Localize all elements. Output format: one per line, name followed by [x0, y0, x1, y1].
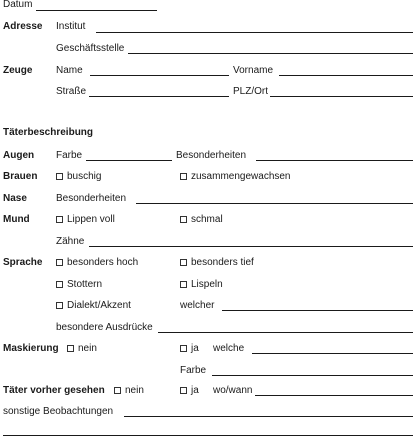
stottern-label: Stottern — [67, 279, 103, 290]
maskierung-farbe-field[interactable] — [212, 375, 413, 376]
lispeln-label: Lispeln — [191, 279, 223, 290]
zaehne-field[interactable] — [89, 246, 413, 247]
schmal-checkbox[interactable] — [180, 216, 187, 223]
institut-label: Institut — [56, 21, 86, 32]
dialekt-akzent-checkbox[interactable] — [56, 302, 63, 309]
besonders-hoch-checkbox[interactable] — [56, 259, 63, 266]
besonders-hoch-label: besonders hoch — [67, 257, 139, 268]
plz-ort-field[interactable] — [270, 96, 413, 97]
augen-farbe-field[interactable] — [86, 160, 172, 161]
institut-field[interactable] — [96, 32, 413, 33]
maskierung-ja-checkbox[interactable] — [180, 345, 187, 352]
name-label: Name — [56, 65, 83, 76]
welcher-field[interactable] — [222, 310, 413, 311]
augen-besonderheiten-field[interactable] — [256, 160, 413, 161]
nase-besonderheiten-label: Besonderheiten — [56, 193, 127, 204]
nase-label: Nase — [3, 193, 27, 204]
welche-label: welche — [213, 343, 245, 354]
plz-ort-label: PLZ/Ort — [233, 86, 269, 97]
augen-label: Augen — [3, 150, 35, 161]
datum-field[interactable] — [36, 10, 157, 11]
adresse-label: Adresse — [3, 21, 43, 32]
sonstige-beobachtungen-field[interactable] — [124, 416, 413, 417]
besonders-tief-label: besonders tief — [191, 257, 254, 268]
geschaeftsstelle-field[interactable] — [128, 53, 413, 54]
buschig-label: buschig — [67, 171, 102, 182]
sonstige-beobachtungen-label: sonstige Beobachtungen — [3, 406, 114, 417]
strasse-label: Straße — [56, 86, 87, 97]
wo-wann-field[interactable] — [255, 395, 413, 396]
zeuge-label: Zeuge — [3, 65, 33, 76]
nase-besonderheiten-field[interactable] — [136, 203, 413, 204]
schmal-label: schmal — [191, 214, 223, 225]
datum-label: Datum — [3, 0, 33, 10]
geschaeftsstelle-label: Geschäftsstelle — [56, 43, 125, 54]
welche-field[interactable] — [252, 353, 413, 354]
vorname-label: Vorname — [233, 65, 274, 76]
besonders-tief-checkbox[interactable] — [180, 259, 187, 266]
welcher-label: welcher — [180, 300, 215, 311]
zaehne-label: Zähne — [56, 236, 85, 247]
vorher-ja-checkbox[interactable] — [180, 387, 187, 394]
wo-wann-label: wo/wann — [213, 385, 253, 396]
lispeln-checkbox[interactable] — [180, 281, 187, 288]
lippen-voll-label: Lippen voll — [67, 214, 115, 225]
besondere-ausdruecke-label: besondere Ausdrücke — [56, 322, 153, 333]
vorher-ja-label: ja — [191, 385, 199, 396]
lippen-voll-checkbox[interactable] — [56, 216, 63, 223]
mund-label: Mund — [3, 214, 30, 225]
vorname-field[interactable] — [279, 75, 413, 76]
augen-besonderheiten-label: Besonderheiten — [176, 150, 247, 161]
maskierung-ja-label: ja — [191, 343, 199, 354]
maskierung-label: Maskierung — [3, 343, 59, 354]
maskierung-nein-label: nein — [78, 343, 97, 354]
maskierung-nein-checkbox[interactable] — [67, 345, 74, 352]
taeterbeschreibung-heading: Täterbeschreibung — [3, 127, 94, 138]
strasse-field[interactable] — [89, 96, 229, 97]
sonstige-beobachtungen-extra-line[interactable] — [3, 435, 413, 436]
vorher-nein-checkbox[interactable] — [114, 387, 121, 394]
dialekt-akzent-label: Dialekt/Akzent — [67, 300, 131, 311]
maskierung-farbe-label: Farbe — [180, 365, 207, 376]
vorher-gesehen-label: Täter vorher gesehen — [3, 385, 105, 396]
name-field[interactable] — [90, 75, 229, 76]
vorher-nein-label: nein — [125, 385, 144, 396]
zusammengewachsen-checkbox[interactable] — [180, 173, 187, 180]
stottern-checkbox[interactable] — [56, 281, 63, 288]
buschig-checkbox[interactable] — [56, 173, 63, 180]
augen-farbe-label: Farbe — [56, 150, 83, 161]
zusammengewachsen-label: zusammengewachsen — [191, 171, 291, 182]
sprache-label: Sprache — [3, 257, 43, 268]
besondere-ausdruecke-field[interactable] — [158, 332, 413, 333]
brauen-label: Brauen — [3, 171, 38, 182]
